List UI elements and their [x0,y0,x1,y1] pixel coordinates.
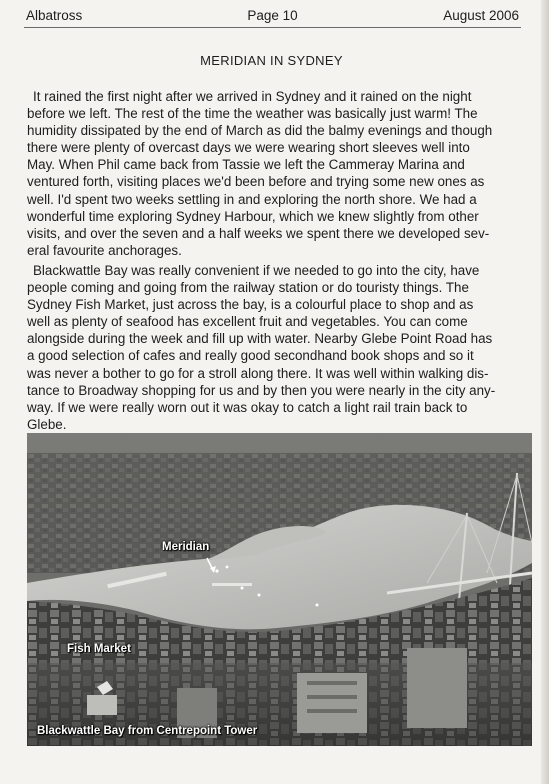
boat [258,594,261,597]
publication-name: Albatross [26,8,83,23]
paragraph-2 [27,262,519,433]
paragraph-line: humidity dissipated by the end of March as did the balmy evenings and though [27,123,493,139]
paragraph-line: alongside during the week and fill up with water. Nearby Glebe Point Road has [27,331,493,347]
photo-caption: Blackwattle Bay from Centrepoint Tower [37,725,258,737]
paragraph-line: Blackwattle Bay was really convenient if we needed to go into the city, have [33,263,480,278]
boat [241,587,244,590]
paragraph-line: wonderful time exploring Sydney Harbour, which we knew slightly from other [27,208,479,224]
paragraph-line: visits, and over the seven and a half weeks we spent there we developed sev- [27,225,490,241]
paragraph-line: ventured forth, visiting places we'd been before and trying some new ones as [27,174,485,190]
paragraph-line: It rained the first night after we arrived in Sydney and it rained on the night [33,89,472,104]
paragraph-line: was never a bother to go for a stroll along there. It was well within walking dis- [27,365,489,381]
page-edge [541,0,549,784]
tower-windows [307,709,357,713]
harbour-photo [27,433,532,746]
paragraph-line: May. When Phil came back from Tassie we left the Cammeray Marina and [27,157,465,173]
paragraph-line: people coming and going from the railway station or do touristy things. The [27,280,469,296]
paragraph-line: well as plenty of seafood has excellent fruit and vegetables. You can come [27,314,468,330]
header-rule [24,27,521,28]
meridian-label: Meridian [162,541,210,553]
boat [316,604,319,607]
paragraph-line: way. If we were really worn out it was okay to catch a light rail train back to [27,399,468,415]
tower-windows [307,681,357,685]
tower-windows [307,695,357,699]
page-number: Page 10 [247,8,298,23]
paragraph-line: Sydney Fish Market, just across the bay, is a colourful place to shop and as [27,297,474,313]
aerial-harbour-image [27,433,532,746]
paragraph-line: eral favourite anchorages. [27,242,182,258]
paragraph-line: Glebe. [27,416,67,432]
paragraph-line: well. I'd spent two weeks settling in and exploring the north shore. We had a [27,191,477,207]
paragraph-line: tance to Broadway shopping for us and by then you were nearly in the city any- [27,382,496,398]
tower-block [407,648,467,728]
fish-market-label: Fish Market [67,643,131,655]
paragraph-line: a good selection of cafes and really good secondhand book shops and so it [27,348,474,364]
paragraph-line: before we left. The rest of the time the weather was basically just warm! The [27,106,478,122]
page-header [26,8,519,28]
rooftop [87,695,117,715]
issue-date: August 2006 [443,8,519,23]
wharf [212,583,252,586]
boat [226,566,229,569]
paragraph-1 [27,88,519,259]
article-title: MERIDIAN IN SYDNEY [200,53,343,68]
boat [215,569,218,572]
paragraph-line: there were plenty of overcast days we were wearing short sleeves well into [27,140,470,156]
